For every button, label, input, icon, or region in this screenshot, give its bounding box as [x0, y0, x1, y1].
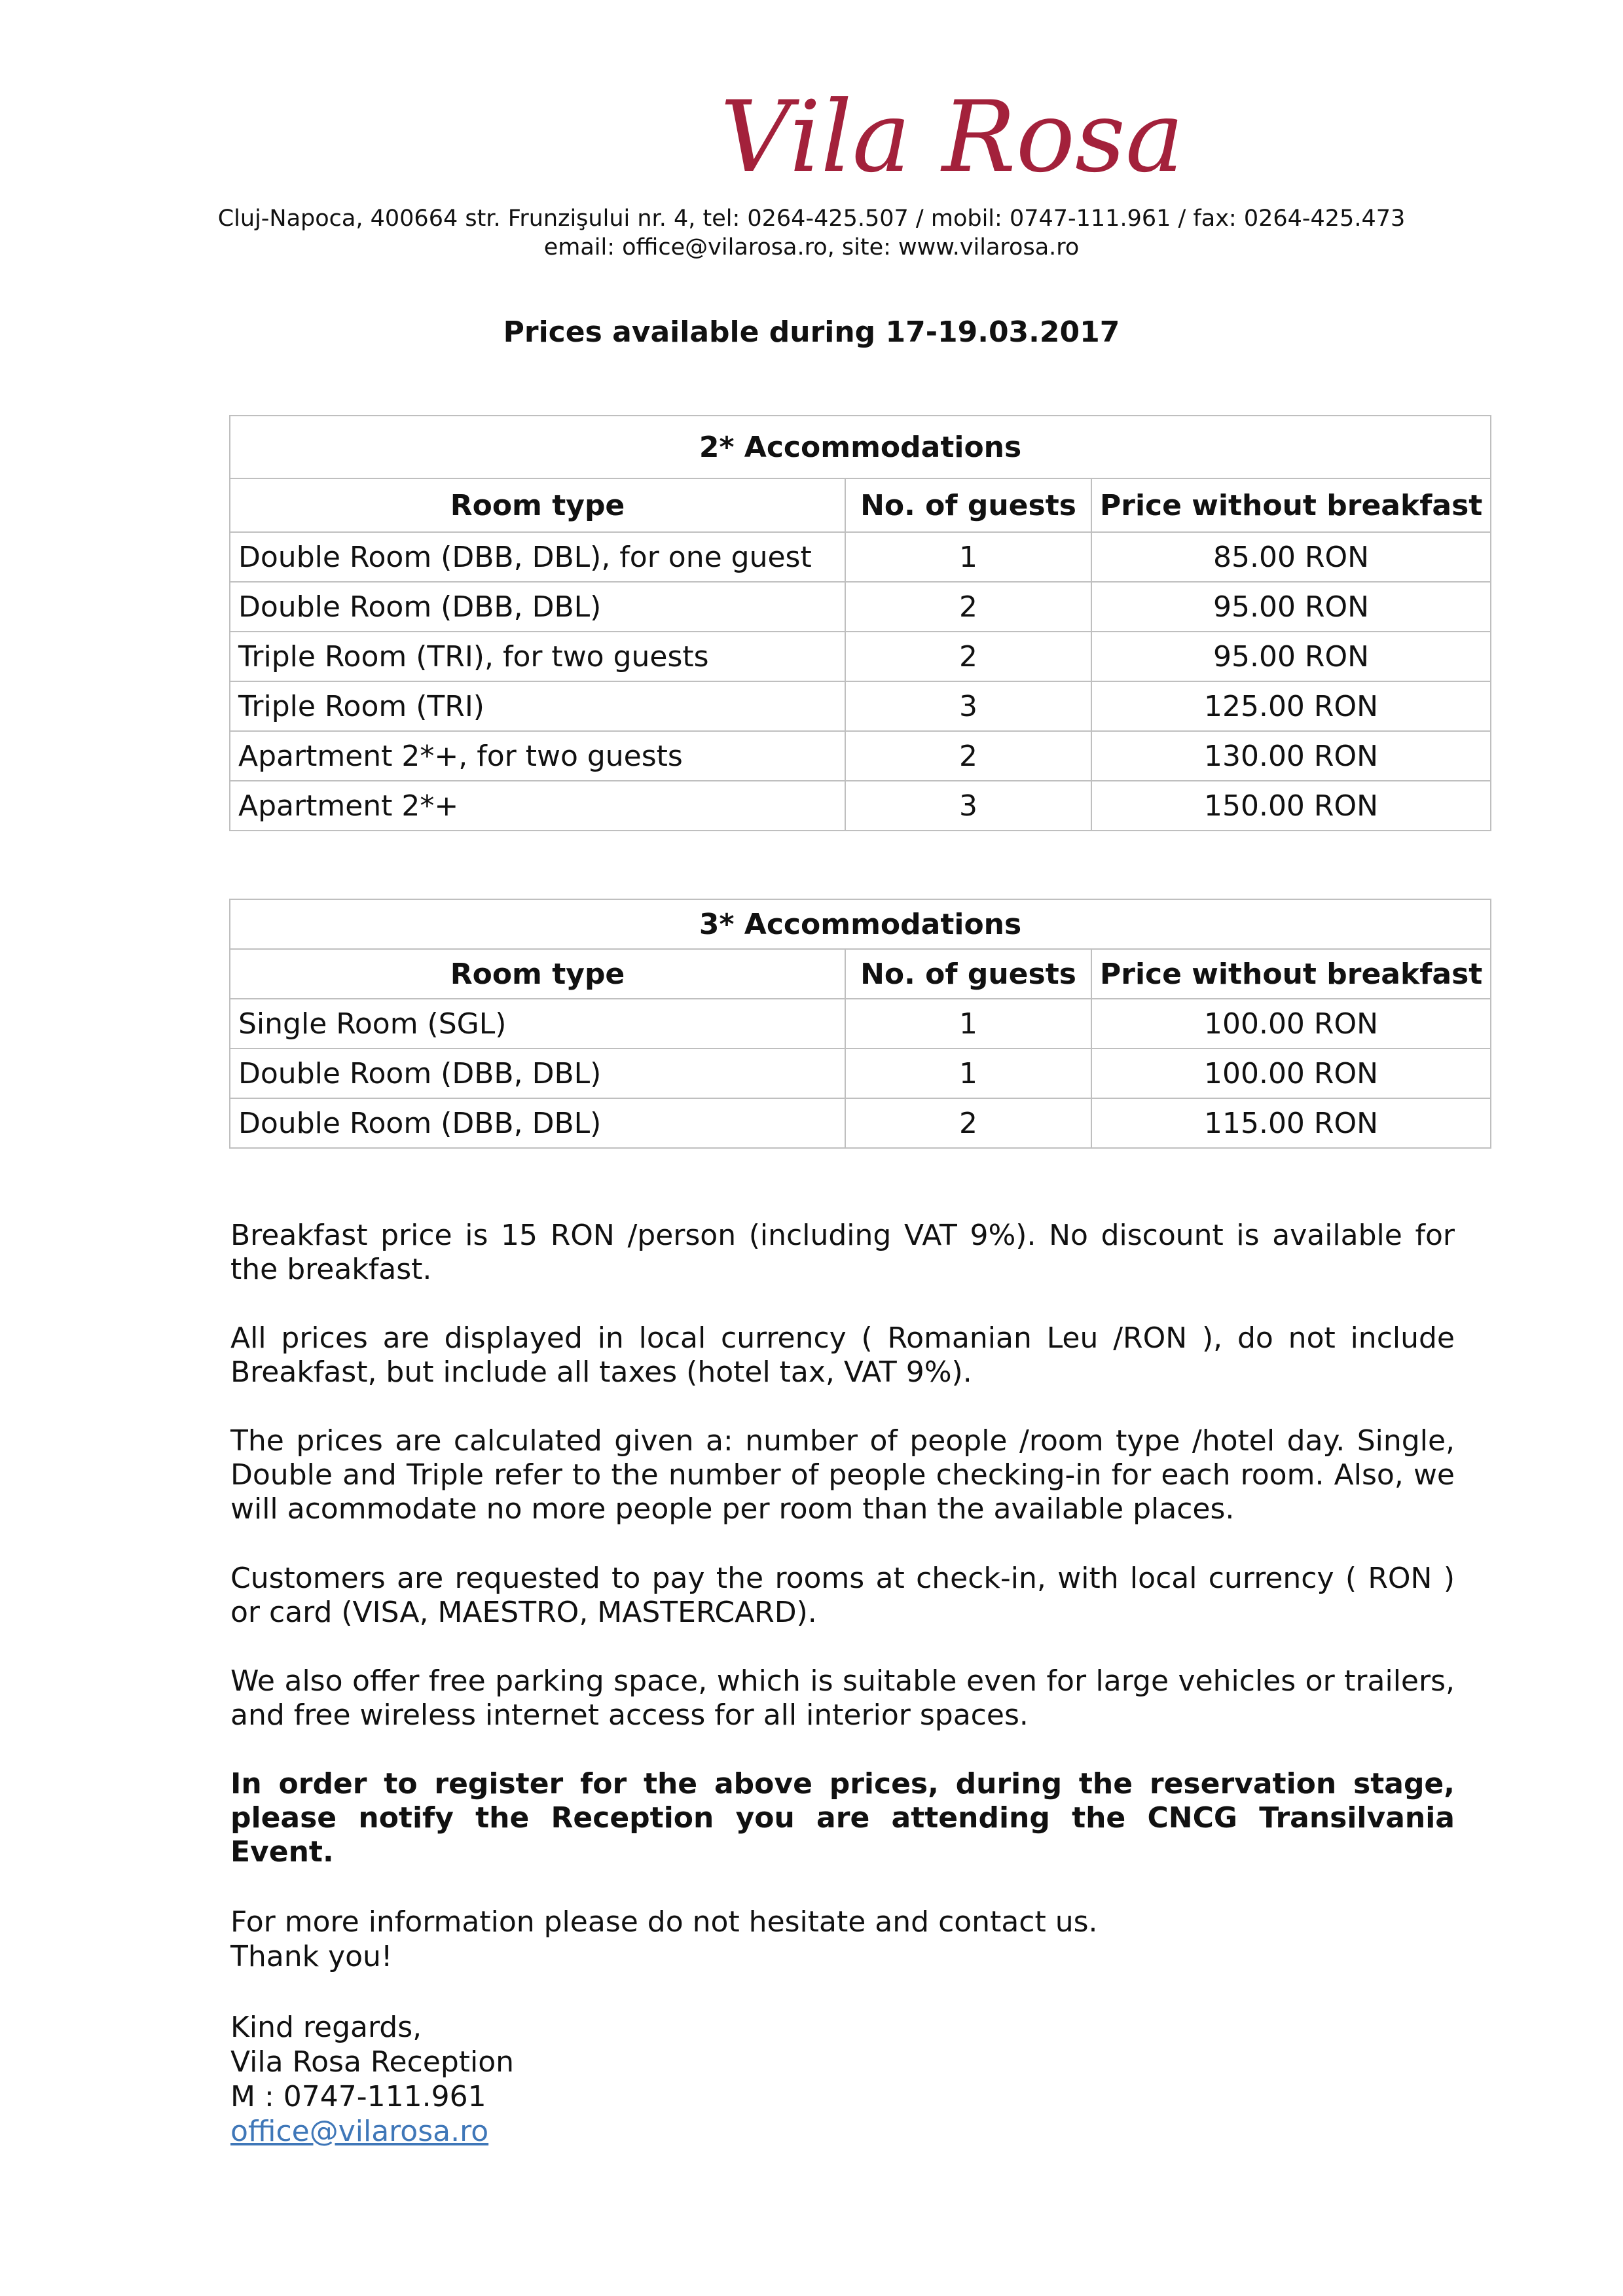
- table-row: [230, 1098, 1491, 1148]
- vila-rosa-logo: [720, 81, 1184, 194]
- period-title: Prices available during 17-19.03.2017: [503, 315, 1120, 349]
- table-caption-row: [230, 416, 1491, 478]
- price-cell: 95.00 RON: [1091, 632, 1491, 681]
- room-type-cell: Triple Room (TRI): [230, 681, 845, 731]
- column-header-price: Price without breakfast: [1091, 478, 1491, 532]
- price-cell: 95.00 RON: [1091, 582, 1491, 632]
- table-row: [230, 532, 1491, 582]
- logo-text: Vila Rosa: [720, 81, 1184, 194]
- table-row: [230, 999, 1491, 1049]
- price-cell: 150.00 RON: [1091, 781, 1491, 831]
- registration-notice: In order to register for the above prices, during the reservation stage, please notify the Reception you are attending the CNCG Transilvania Event.: [230, 1767, 1455, 1869]
- room-type-cell: Apartment 2*+, for two guests: [230, 731, 845, 781]
- room-type-cell: Double Room (DBB, DBL): [230, 1049, 845, 1098]
- guests-cell: 2: [845, 731, 1091, 781]
- table-caption: 3* Accommodations: [230, 899, 1491, 949]
- table-header-row: [230, 949, 1491, 999]
- guests-cell: 2: [845, 1098, 1091, 1148]
- table-caption: 2* Accommodations: [230, 416, 1491, 478]
- column-header-guests: No. of guests: [845, 949, 1091, 999]
- room-type-cell: Double Room (DBB, DBL): [230, 582, 845, 632]
- column-header-room-type: Room type: [230, 478, 845, 532]
- price-cell: 100.00 RON: [1091, 1049, 1491, 1098]
- table-caption-row: [230, 899, 1491, 949]
- guests-cell: 2: [845, 582, 1091, 632]
- guests-cell: 1: [845, 532, 1091, 582]
- closing-block: [230, 1905, 1098, 1974]
- table-row: [230, 632, 1491, 681]
- price-cell: 85.00 RON: [1091, 532, 1491, 582]
- signoff-mobile: M : 0747-111.961: [230, 2080, 486, 2113]
- room-type-cell: Single Room (SGL): [230, 999, 845, 1049]
- closing-info: For more information please do not hesitate and contact us.: [230, 1905, 1098, 1939]
- room-type-cell: Triple Room (TRI), for two guests: [230, 632, 845, 681]
- signature-block: [230, 2010, 514, 2149]
- contact-line: [0, 204, 1623, 234]
- contact-line-text: Cluj-Napoca, 400664 str. Frunzişului nr. 4, tel: 0264-425.507 / mobil: 0747-111.961 / fax: 0264-425.473: [217, 206, 1406, 232]
- table-header-row: [230, 478, 1491, 532]
- breakfast-paragraph: Breakfast price is 15 RON /person (including VAT 9%). No discount is available for the breakfast.: [230, 1219, 1455, 1286]
- currency-paragraph: All prices are displayed in local currency ( Romanian Leu /RON ), do not include Breakfast, but include all taxes (hotel tax, VAT 9%).: [230, 1321, 1455, 1389]
- price-cell: 125.00 RON: [1091, 681, 1491, 731]
- table-row: [230, 781, 1491, 831]
- price-table-2-star: [229, 415, 1491, 831]
- guests-cell: 1: [845, 999, 1091, 1049]
- pricing-rules-paragraph: The prices are calculated given a: number of people /room type /hotel day. Single, Double and Triple refer to the number of people checking-in for each room. Also, we will acommodate no more people per room than the available places.: [230, 1424, 1455, 1526]
- column-header-price: Price without breakfast: [1091, 949, 1491, 999]
- guests-cell: 3: [845, 781, 1091, 831]
- closing-thanks: Thank you!: [230, 1940, 393, 1973]
- guests-cell: 2: [845, 632, 1091, 681]
- web-line: [0, 232, 1623, 262]
- price-cell: 100.00 RON: [1091, 999, 1491, 1049]
- table-row: [230, 681, 1491, 731]
- room-type-cell: Apartment 2*+: [230, 781, 845, 831]
- price-cell: 115.00 RON: [1091, 1098, 1491, 1148]
- room-type-cell: Double Room (DBB, DBL), for one guest: [230, 532, 845, 582]
- table-row: [230, 731, 1491, 781]
- payment-paragraph: Customers are requested to pay the rooms at check-in, with local currency ( RON ) or card (VISA, MAESTRO, MASTERCARD).: [230, 1562, 1455, 1629]
- signoff-name: Vila Rosa Reception: [230, 2045, 515, 2079]
- guests-cell: 3: [845, 681, 1091, 731]
- amenities-paragraph: We also offer free parking space, which is suitable even for large vehicles or trailers, and free wireless internet access for all interior spaces.: [230, 1664, 1455, 1732]
- table-row: [230, 1049, 1491, 1098]
- guests-cell: 1: [845, 1049, 1091, 1098]
- email-link[interactable]: office@vilarosa.ro: [230, 2115, 489, 2148]
- table-row: [230, 582, 1491, 632]
- column-header-room-type: Room type: [230, 949, 845, 999]
- web-line-text: email: office@vilarosa.ro, site: www.vilarosa.ro: [543, 234, 1080, 260]
- column-header-guests: No. of guests: [845, 478, 1091, 532]
- room-type-cell: Double Room (DBB, DBL): [230, 1098, 845, 1148]
- price-cell: 130.00 RON: [1091, 731, 1491, 781]
- signoff-regards: Kind regards,: [230, 2011, 422, 2044]
- price-table-3-star: [229, 899, 1491, 1149]
